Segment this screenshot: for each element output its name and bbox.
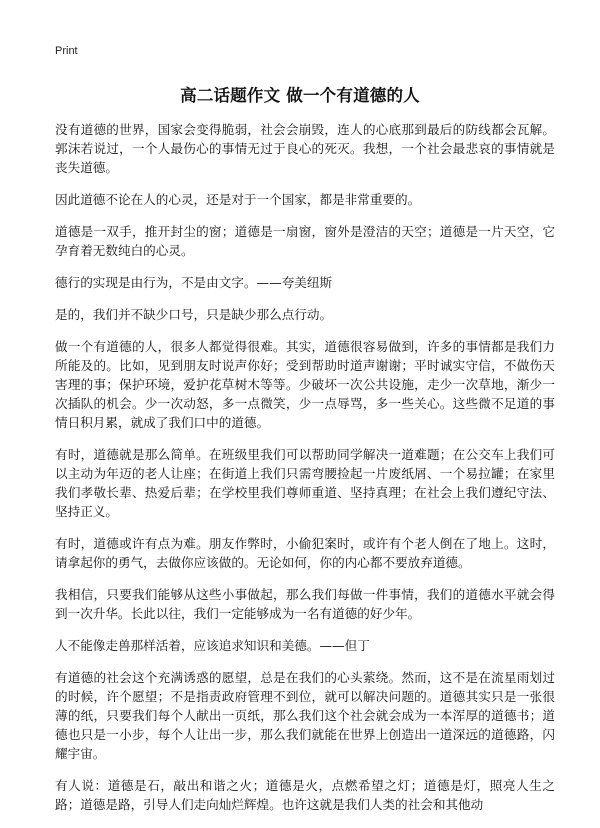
article-quote: 德行的实现是由行为，不是由文字。——夸美纽斯 [55,275,333,290]
print-link[interactable]: Print [55,45,78,57]
article-body [55,120,555,827]
article-paragraph: 是的，我们并不缺少口号，只是缺少那么点行动。 [55,307,333,322]
article-paragraph: 我相信，只要我们能够从这些小事做起，那么我们每做一件事情，我们的道德水平就会得到一次升华。长此以往，我们一定能够成为一名有道德的好少年。 [55,587,555,621]
article-paragraph: 有道德的社会这个充满诱惑的愿望，总是在我们的心头萦绕。然而，这不是在流星雨划过的时候，许个愿望；不是指责政府管理不到位，就可以解决问题的。道德其实只是一张很薄的纸，只要我们每个人献出一页纸，那么我们这个社会就会成为一本浑厚的道德书；道德也只是一小步，每个人让出一步，那么我们就能在世界上创造出一道深远的道德路，闪耀宇宙。 [55,670,555,761]
article-paragraph: 有人说：道德是石，敲出和谐之火；道德是火，点燃希望之灯；道德是灯，照亮人生之路；道德是路，引导人们走向灿烂辉煌。也许这就是我们人类的社会和其他动 [55,778,555,812]
article-paragraph: 做一个有道德的人，很多人都觉得很难。其实，道德很容易做到，许多的事情都是我们力所能及的。比如，见到朋友时说声你好；受到帮助时道声谢谢；平时诚实守信，不做伤天害理的事；保护环境，爱护花草树木等等。少破坏一次公共设施，走少一次草地，渐少一次插队的机会。少一次动怒，多一点微笑，少一点辱骂，多一些关心。这些微不足道的事情日积月累，就成了我们口中的道德。 [55,339,555,430]
article-quote: 人不能像走兽那样活着，应该追求知识和美德。——但丁 [55,638,370,653]
article-paragraph: 因此道德不论在人的心灵，还是对于一个国家，都是非常重要的。 [55,192,421,207]
article-paragraph: 没有道德的世界，国家会变得脆弱，社会会崩毁，连人的心底那到最后的防线都会瓦解。郭沫若说过，一个人最伤心的事情无过于良心的死灭。我想，一个社会最悲哀的事情就是丧失道德。 [55,122,555,175]
article-paragraph: 有时，道德或许有点为难。朋友作弊时，小偷犯案时，或许有个老人倒在了地上。这时，请拿起你的勇气，去做你应该做的。无论如何，你的内心都不要放弃道德。 [55,536,555,570]
article-paragraph: 道德是一双手，推开封尘的窗；道德是一扇窗，窗外是澄洁的天空；道德是一片天空，它孕育着无数纯白的心灵。 [55,224,555,258]
article-title: 高二话题作文 做一个有道德的人 [180,86,420,105]
article-paragraph: 有时，道德就是那么简单。在班级里我们可以帮助同学解决一道难题；在公交车上我们可以主动为年迈的老人让座；在街道上我们只需弯腰捡起一片废纸屑、一个易拉罐；在家里我们孝敬长辈、热爱后辈；在学校里我们尊师重道、坚持真理；在社会上我们遵纪守法、坚持正义。 [55,447,555,519]
